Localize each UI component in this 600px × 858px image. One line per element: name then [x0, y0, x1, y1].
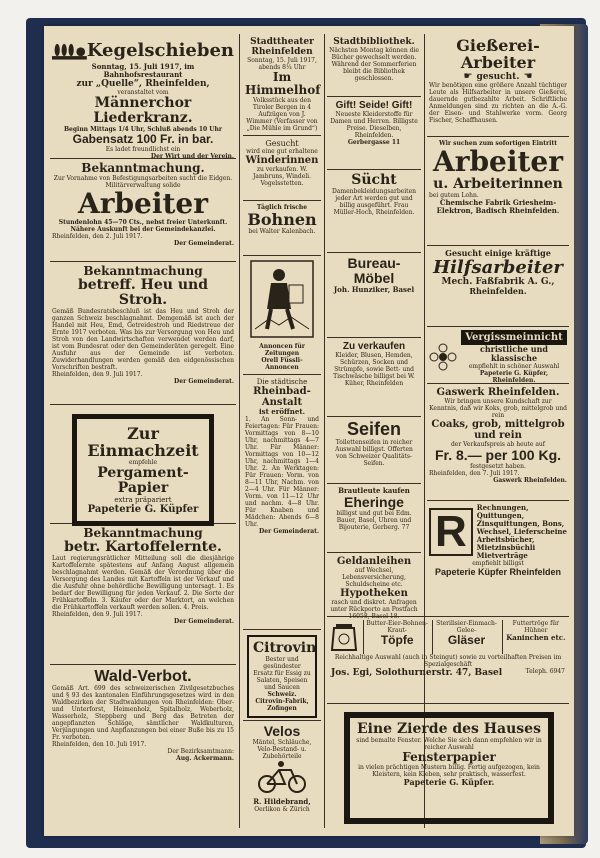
- ad-body: Toilettenseifen in reicher Auswahl billigst. Offerten von Schweizer Qualitäts-Seifen.: [335, 439, 413, 467]
- ad-rechnungen: [427, 501, 569, 591]
- ad-citrovin: [243, 630, 321, 721]
- flower-icon: [429, 343, 457, 371]
- ad-title: Stadttheater Rheinfelden: [250, 37, 314, 57]
- ad-body: Zur Vornahme von Befestigungsarbeiten sucht die Eidgen. Militärverwaltung solide: [53, 175, 233, 189]
- ad-einmachzeit: [50, 405, 236, 524]
- ad-text: wird eine gut erhaltene: [246, 148, 318, 155]
- ad-headline: u. Arbeiterinnen: [433, 176, 563, 192]
- ad-subtitle: christliche und klassische: [479, 344, 548, 363]
- signature: Gaswerk Rheinfelden.: [493, 477, 567, 484]
- ad-title: Brautleute kaufen: [338, 486, 410, 495]
- pointing-hand-icon: ☛: [463, 71, 473, 82]
- ad-title: Hilfsarbeiter: [433, 257, 563, 278]
- ad-body: Gemäß Art. 699 des schweizerischen Zivilgesetzbuches und § 93 des kantonalen Einführungsgesetzes wird in den Waldbezirken der Stadtwaldungen von Rheinfelden: Ober- und Unterforst, Heimenholz, Spitalholz, Weberholz, Wasserholz, Steppberg und Berg das Betreten der angepflanzten Schläge, sämtlicher Waldkulturen, Verjüngungen und Anpflanzungen bei einer Buße bis zu 15 Fr. verboten.: [52, 685, 234, 741]
- ad-title: Bekanntmachung: [83, 526, 203, 540]
- ad-note: extra präpariert: [114, 496, 172, 504]
- ad-seller: Papeterie G. Küpfer: [87, 504, 199, 515]
- ad-body: in vielen prächtigen Mustern billig. Fertig aufgezogen, kein Kleistern, kein Kleben, sehr praktisch, wasserfest.: [358, 764, 540, 778]
- ad-title: Citrovin: [253, 640, 317, 656]
- newspaper-carrier-illustration-icon: [249, 259, 315, 339]
- ad-seller: Mech. Faßfabrik A. G.,: [441, 277, 555, 287]
- ad-kartoffelernte: [50, 524, 236, 665]
- ad-wald-verbot: [50, 665, 236, 765]
- ad-vergissmeinnicht: [427, 327, 569, 384]
- column-rule: [424, 34, 425, 828]
- ad-velos: [243, 721, 321, 816]
- ad-headline: Bohnen: [247, 210, 317, 229]
- ad-title: Gesucht: [265, 139, 299, 148]
- ad-heu-stroh: [50, 262, 236, 405]
- ad-headline: Hypotheken: [340, 588, 408, 599]
- ad-body: Mäntel, Schläuche, Velo-Bestand- u. Zubehörteile: [252, 739, 312, 760]
- ad-body: Wir benötigen eine größere Anzahl tüchtiger Leute als Hilfsarbeiter in unsere Gießerei, dauernde gutbezahlte Arbeit. Schriftliche Anmeldungen sind zu richten an die A.-G. der Eisen- und Stahlwerke vorm. Georg Fischer, Schaffhausen.: [429, 82, 567, 124]
- ad-bekanntmachung-arbeiter: [50, 159, 236, 262]
- ad-sucht: [327, 170, 421, 253]
- ad-text: Sterilisier-Einmach-Gelee-: [436, 620, 497, 634]
- column-rule: [239, 34, 240, 828]
- ad-body: empfiehlt in schöner Auswahl: [468, 363, 560, 370]
- ad-town: Oerlikon & Zürich: [254, 806, 310, 813]
- column-3: [327, 34, 421, 828]
- ad-seller: Orell Füssli-Annoncen: [261, 357, 303, 371]
- ad-annoncen: [243, 256, 321, 375]
- ad-text: Gesucht einige kräftige: [445, 248, 551, 258]
- bowling-pins-icon: [52, 37, 87, 63]
- signature: Der Gemeinderat.: [174, 618, 234, 625]
- column-rule: [324, 34, 325, 828]
- ad-title: Kegelschieben: [86, 39, 234, 61]
- ad-title: Stadtbibliothek.: [333, 37, 415, 47]
- ad-address: Gerbergasse 11: [347, 139, 401, 146]
- ad-date: Sonntag, 15. Juli 1917, abends 8¼ Uhr: [247, 57, 317, 71]
- event-time: Beginn Mittags 1/4 Uhr, Schluß abends 10 Uhr: [63, 126, 223, 133]
- ad-toepfe: [327, 616, 569, 704]
- column-2: [243, 34, 321, 828]
- ad-seller: Schweiz. Citrovin-Fabrik, Zofingen: [255, 691, 309, 712]
- ad-eheringe: [327, 484, 421, 553]
- ad-body: zu verkaufen. W. Jambruns, Windeli. Vogelsstetten.: [253, 166, 311, 187]
- ad-title: Arbeiter: [432, 145, 563, 178]
- ad-headline: Kaninchen etc.: [506, 633, 566, 642]
- ad-title: Zur Einmachzeit: [87, 424, 199, 460]
- ad-text: festgesetzt haben.: [470, 463, 526, 470]
- ad-stadttheater: [243, 34, 321, 136]
- ad-title: Täglich frische: [256, 204, 308, 211]
- ad-headline: Fensterpapier: [402, 750, 496, 764]
- signature: Aug. Ackermann.: [176, 755, 234, 762]
- ad-body: Damenbekleidungsarbeiten jeder Art werden gut und billig ausgeführt. Frau Müller-Hoch, Rheinfelden.: [332, 188, 416, 216]
- ad-geldanleihen: [327, 553, 421, 623]
- ad-title: Geldanleihen: [336, 556, 412, 567]
- ad-note: empfiehlt billigst: [472, 560, 524, 567]
- ad-title: Bekanntmachung: [83, 264, 203, 278]
- ad-headline: betr. Kartoffelernte.: [64, 539, 222, 555]
- signature: Der Wirt und der Verein.: [150, 153, 234, 160]
- ad-title: Annoncen für Zeitungen: [259, 343, 305, 357]
- ad-title: Gießerei-Arbeiter: [456, 36, 540, 72]
- event-date: Sonntag, 15. Juli 1917, im Bahnhofsrestaurant: [91, 62, 195, 79]
- ad-title: Bureau-: [347, 255, 401, 271]
- ad-zierde-des-hauses: [344, 712, 554, 824]
- ad-phone: Teleph. 6947: [525, 668, 565, 675]
- ad-price: Fr. 8.— per 100 Kg.: [434, 447, 562, 463]
- ad-headline: Winderinnen: [245, 155, 319, 166]
- ad-terms: Stundenlohn 45—70 Cts., nebst freier Unterkunft. Nähere Auskunft bei der Gemeindekanzlei.: [58, 219, 228, 233]
- ad-headline: Gläser: [447, 633, 486, 647]
- ad-body: auf Wechsel, Lebensversicherung, Schuldscheine etc.: [342, 567, 406, 588]
- ad-text: Futtertröge für Hühner: [512, 620, 560, 634]
- ad-body: Volksstück aus den Tiroler Bergen in 4 Aufzügen von J. Wimmer (Verfasser von „Die Mühle im Grund“): [246, 97, 318, 132]
- ad-town: Rheinfelden.: [469, 286, 527, 296]
- ad-title: Seifen: [346, 419, 402, 439]
- ad-kegelschieben: [50, 34, 236, 159]
- ad-title: Vergissmeinnicht: [461, 330, 567, 345]
- ad-body: Kleider, Blusen, Hemden, Schürzen, Socken und Strümpfe, sowie Bett- und Tischwäsche billigst bei W. Küher, Rheinfelden: [333, 352, 415, 387]
- ad-headline: Eheringe: [344, 494, 404, 510]
- ad-text: bei gutem Lohn.: [429, 192, 479, 199]
- ad-winderinnen: [243, 136, 321, 201]
- ad-seller: bei Walter Kalenbach.: [248, 228, 316, 235]
- ad-date: Rheinfelden, den 10. Juli 1917.: [52, 741, 147, 748]
- ad-body: 1. An Sonn- und Feiertagen: Für Frauen: Vormittags von 8—10 Uhr, nachmittags 4—7 Uhr. Für Männer: Vormittags von 10—12 Uhr, nachmittags 1—4 Uhr. 2. An Werktagen: Für Frauen: Vorm. von 8—11 Uhr, Nachm. von 2—4 Uhr. Für Männer: Vorm. von 11—12 Uhr und nachm. 4—8 Uhr. Für Knaben und Mädchen: Abends 6—8 Uhr.: [245, 416, 319, 528]
- ad-headline: Arbeiter: [77, 187, 208, 220]
- organizer-label: veranstaltet vom: [117, 89, 169, 96]
- ad-text: Wir suchen zum sofortigen Eintritt: [438, 140, 557, 147]
- pointing-hand-icon: ☚: [523, 71, 533, 82]
- ad-body: Neueste Kleiderstoffe für Damen und Herren. Billigste Preise. Dieselben, Rheinfelden.: [330, 111, 418, 139]
- ad-title: Eine Zierde des Hauses: [357, 721, 541, 737]
- ad-subtitle: gesucht.: [476, 71, 520, 82]
- signature: Der Gemeinderat.: [174, 240, 234, 247]
- prize-amount: Gabensatz 100 Fr. in bar.: [72, 132, 214, 146]
- ad-hilfsarbeiter: [427, 246, 569, 327]
- ad-title: Wald-Verbot.: [94, 668, 192, 685]
- ad-gaswerk: [427, 384, 569, 501]
- organizer: Männerchor Liederkranz.: [93, 95, 193, 126]
- ad-title: Zu verkaufen: [342, 341, 406, 352]
- ad-headline: Im Himmelhof: [245, 70, 321, 97]
- ad-seller: Papeterie G. Küpfer.: [403, 777, 495, 787]
- ad-seller: Joh. Hunziker, Basel: [333, 285, 415, 294]
- ad-seller: Papeterie Küpfer Rheinfelden: [434, 567, 562, 577]
- ad-date: Rheinfelden, den 2. Juli 1917.: [52, 233, 143, 240]
- ad-title: Velos: [263, 723, 301, 739]
- ad-title: Rheinbad-Anstalt: [253, 386, 311, 408]
- event-venue: zur „Quelle“, Rheinfelden,: [76, 79, 210, 89]
- ad-title: Gaswerk Rheinfelden.: [436, 387, 560, 398]
- ad-date: Rheinfelden, den 9. Juli 1917.: [52, 371, 143, 378]
- ad-title: Bekanntmachung.: [81, 161, 205, 175]
- ad-date: Rheinfelden, den 7. Juli 1917.: [429, 470, 520, 477]
- ad-headline: betreff. Heu und Stroh.: [77, 277, 209, 308]
- ad-body: Reichhaltige Auswahl (auch in Steingut) sowie zu vorteilhaften Preisen im Spezialgeschäft: [334, 654, 562, 668]
- ad-body: Gemäß Bundesratsbeschluß ist das Heu und Stroh der ganzen Schweiz beschlagnahmt. Demgemäß ist auch der Handel mit Heu, Emd, Getreidestroh und Riedstreue der Ernte 1917 verboten. Was bis zur Versorgung von Heu und Stroh von den Landwirtschaften verwendet werden darf, ist vom Bundesrat oder den Gemeinderäten geregelt. Eine Ausfuhr aus der Gemeinde ist verboten. Zuwiderhandlungen werden gemäß den eidgenössischen Vorschriften bestraft.: [52, 308, 234, 371]
- ad-body: Nächsten Montag können die Bücher gewechselt werden. Während der Sommerferien bleibt die Bibliothek geschlossen.: [329, 47, 419, 82]
- ad-date: Rheinfelden, den 9. Juli 1917.: [52, 611, 143, 618]
- column-4: [427, 34, 569, 828]
- ad-body: Bester und gesündester Ersatz für Essig zu Salaten, Speisen und Saucen: [253, 656, 311, 691]
- ad-headline: Möbel: [353, 270, 395, 286]
- ad-text: Die städtische: [256, 378, 308, 386]
- ad-headline: Töpfe: [380, 633, 414, 647]
- ad-headline: Coaks, grob, mittelgrob und rein: [431, 419, 565, 441]
- signature: Der Gemeinderat.: [174, 378, 234, 385]
- ad-giesserei: [427, 34, 569, 137]
- signature-label: Der Bezirksamtmann:: [167, 748, 234, 755]
- ad-text: empfehle: [128, 459, 158, 466]
- ad-body: billigst und gut bei Edm. Bauer, Basel, Uhren und Bijouterie, Gerberg. 77: [336, 510, 412, 531]
- ad-zu-verkaufen: [327, 338, 421, 417]
- ad-seller: Papeterie G. Küpfer, Rheinfelden.: [479, 370, 549, 384]
- ad-arbeiter-arbeiterinnen: [427, 137, 569, 246]
- ad-body: Rechnungen, Quittungen, Zinsquittungen, Bons, Wechsel, Lieferscheine Arbeitsbücher, Mietzinsbüchli Mietverträge: [476, 503, 567, 560]
- ad-title: Sücht: [351, 172, 397, 188]
- ad-bohnen: [243, 201, 321, 256]
- ad-title: Gift! Seide! Gift!: [335, 100, 413, 111]
- ad-stadtbibliothek: [327, 34, 421, 97]
- ad-seller: R. Hildebrand,: [253, 797, 311, 806]
- ad-seifen: [327, 417, 421, 484]
- ad-text: der Verkaufspreis ab heute auf: [450, 441, 546, 448]
- ad-gift-seide: [327, 97, 421, 170]
- ad-seller: Jos. Egi, Solothurnerstr. 47, Basel: [331, 668, 503, 678]
- ad-seller: Chemische Fabrik Griesheim-Elektron, Badisch Rheinfelden.: [436, 198, 560, 215]
- bicycle-icon: [257, 760, 307, 794]
- ad-rheinbad: [243, 375, 321, 630]
- invite-text: Es ladet freundlichst ein: [105, 146, 181, 153]
- newspaper-page: [44, 26, 574, 836]
- ad-body: sind bemalte Fenster. Welche Sie sich dann empfehlen wir in reicher Auswahl: [356, 737, 542, 751]
- ad-body: rasch und diskret. Anfragen unter Rückporto an Postfach 16058, Basel 18.: [330, 599, 418, 620]
- ad-body: Laut regierungsrätlicher Mitteilung soll die diesjährige Kartoffelernte spätestens auf Anfang August allgemein beschlagnahmt werden. Gemäß der Verordnung über die Versorgung des Landes mit Kartoffeln ist der Verkauf und die Ausfuhr ohne behördliche Bewilligung untersagt. 1. Es bedarf der Bewilligung für jeden Verkauf. 2. Die Sorte der Frühkartoffeln. 3. Käufer oder der Marktort, an welchen die Frühkartoffeln verkauft werden sollen. 4. Preis.: [52, 555, 234, 611]
- ad-body: Wir bringen unsere Kundschaft zur Kenntnis, daß wir Koks, grob, mittelgrob und rein: [429, 398, 567, 419]
- ad-text: Butter-Eier-Bohnen-Kraut-: [366, 620, 428, 634]
- ornamental-initial-r: R: [429, 508, 473, 556]
- column-1: [50, 34, 236, 828]
- signature: Der Gemeinderat.: [259, 528, 319, 535]
- ad-subtitle: ist eröffnet.: [258, 407, 306, 416]
- crock-pot-icon: [327, 620, 361, 654]
- ad-bureau-moebel: [327, 253, 421, 338]
- ad-product: Pergament-Papier: [97, 465, 189, 496]
